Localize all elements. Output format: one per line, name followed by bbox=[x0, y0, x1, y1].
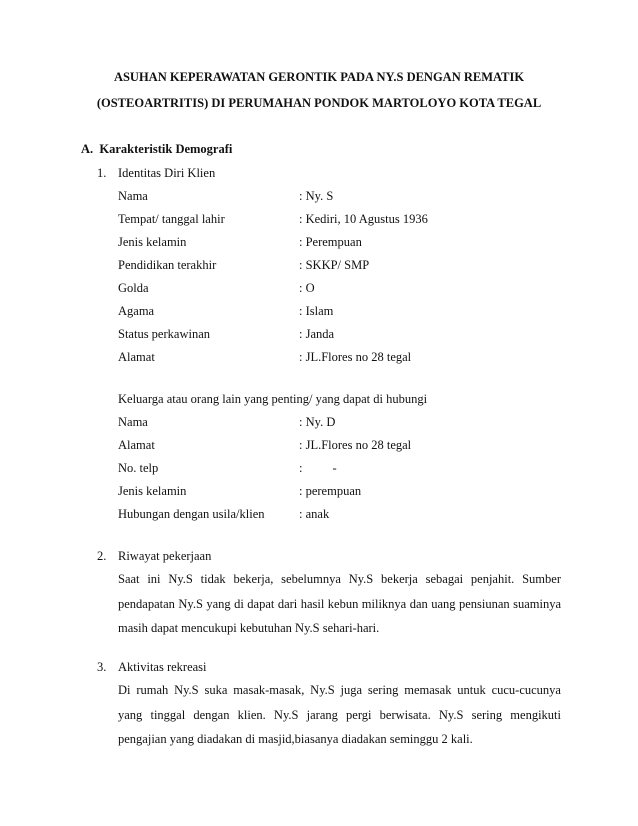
family-value-telp-colon: : bbox=[299, 461, 303, 475]
field-label-alamat: Alamat bbox=[118, 350, 155, 364]
field-value-status: : Janda bbox=[299, 327, 335, 341]
item-1-number: 1. bbox=[97, 166, 107, 180]
field-label-pendidikan: Pendidikan terakhir bbox=[118, 258, 217, 272]
field-value-jenis-kelamin: : Perempuan bbox=[299, 235, 362, 249]
family-value-alamat: : JL.Flores no 28 tegal bbox=[299, 438, 412, 452]
field-value-golda: : O bbox=[299, 281, 315, 295]
field-label-status: Status perkawinan bbox=[118, 327, 210, 341]
family-label-hubungan: Hubungan dengan usila/klien bbox=[118, 507, 265, 521]
field-value-alamat: : JL.Flores no 28 tegal bbox=[299, 350, 412, 364]
item-3-paragraph: Di rumah Ny.S suka masak-masak, Ny.S juga sering memasak untuk cucu-cucunya yang tinggal dengan klien. Ny.S jarang pergi berwisata. Ny.S sering mengikuti pengajian yang diadakan di masjid,biasanya diadakan seminggu 2 kali. bbox=[118, 683, 561, 746]
item-2-heading: Riwayat pekerjaan bbox=[118, 549, 212, 563]
document-title-line-2: (OSTEOARTRITIS) DI PERUMAHAN PONDOK MARTOLOYO KOTA TEGAL bbox=[96, 96, 542, 110]
family-value-telp bbox=[299, 461, 337, 476]
field-value-ttl: : Kediri, 10 Agustus 1936 bbox=[299, 212, 428, 226]
family-value-nama: : Ny. D bbox=[299, 415, 336, 429]
item-3-number: 3. bbox=[97, 660, 107, 674]
family-label-nama: Nama bbox=[118, 415, 148, 429]
section-a-letter: A. bbox=[81, 142, 94, 156]
field-label-ttl: Tempat/ tanggal lahir bbox=[118, 212, 225, 226]
family-label-jenis-kelamin: Jenis kelamin bbox=[118, 484, 187, 498]
item-2-paragraph: Saat ini Ny.S tidak bekerja, sebelumnya Ny.S bekerja sebagai penjahit. Sumber pendapatan Ny.S yang di dapat dari hasil kebun miliknya dan uang pensiunan suaminya masih dapat mencukupi kebutuhan Ny.S sehari-hari. bbox=[118, 572, 561, 635]
field-label-nama: Nama bbox=[118, 189, 148, 203]
item-3-heading: Aktivitas rekreasi bbox=[118, 660, 207, 674]
section-a-heading bbox=[81, 142, 232, 157]
family-value-telp-dash: - bbox=[332, 461, 337, 475]
field-label-agama: Agama bbox=[118, 304, 155, 318]
field-value-pendidikan: : SKKP/ SMP bbox=[299, 258, 370, 272]
family-label-telp: No. telp bbox=[118, 461, 159, 475]
document-title-line-1: ASUHAN KEPERAWATAN GERONTIK PADA NY.S DENGAN REMATIK bbox=[113, 70, 525, 84]
field-label-golda: Golda bbox=[118, 281, 149, 295]
item-2-number: 2. bbox=[97, 549, 107, 563]
family-value-hubungan: : anak bbox=[299, 507, 330, 521]
field-value-agama: : Islam bbox=[299, 304, 334, 318]
field-label-jenis-kelamin: Jenis kelamin bbox=[118, 235, 187, 249]
family-value-jenis-kelamin: : perempuan bbox=[299, 484, 362, 498]
item-1-heading: Identitas Diri Klien bbox=[118, 166, 216, 180]
section-a-title: Karakteristik Demografi bbox=[99, 142, 233, 156]
family-contact-heading: Keluarga atau orang lain yang penting/ yang dapat di hubungi bbox=[118, 392, 428, 406]
family-label-alamat: Alamat bbox=[118, 438, 155, 452]
field-value-nama: : Ny. S bbox=[299, 189, 334, 203]
